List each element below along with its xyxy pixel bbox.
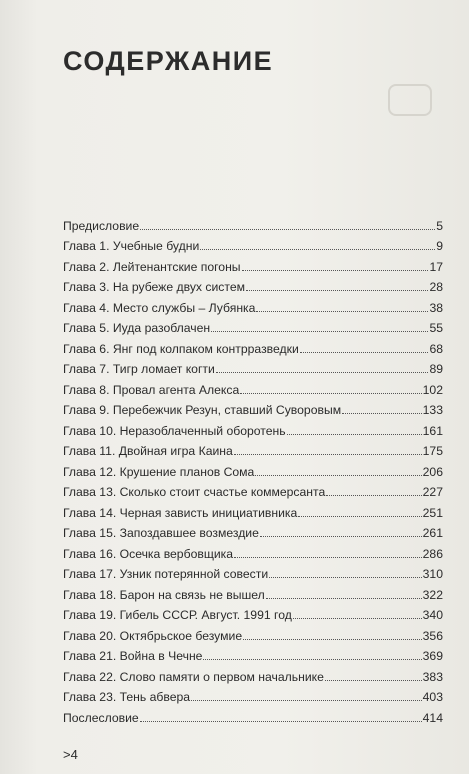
dot-leader (216, 372, 429, 373)
dot-leader (243, 639, 422, 640)
dot-leader (203, 659, 421, 660)
toc-entry (63, 212, 443, 233)
toc-entry-title: Глава 5. Иуда разоблачен (63, 321, 211, 335)
toc-entry-page: 28 (429, 280, 443, 294)
toc-entry (63, 356, 443, 377)
toc-entry-title: Глава 9. Перебежчик Резун, ставший Суворовым (63, 403, 342, 417)
toc-entry (63, 479, 443, 500)
toc-entry-page: 340 (422, 608, 443, 622)
dot-leader (255, 475, 421, 476)
toc-entry-page: 133 (422, 403, 443, 417)
toc-entry-title: Глава 16. Осечка вербовщика (63, 546, 234, 561)
toc-entry-page: 68 (429, 341, 443, 356)
table-of-contents (63, 212, 443, 725)
page-number: >4 (63, 747, 78, 762)
dot-leader (300, 352, 429, 353)
toc-entry (63, 335, 443, 356)
toc-entry (63, 376, 443, 397)
toc-entry-title: Глава 14. Черная зависть инициативника (63, 505, 298, 520)
toc-entry (63, 561, 443, 582)
dot-leader (140, 229, 435, 230)
dot-leader (211, 331, 428, 332)
dot-leader (287, 434, 422, 435)
toc-entry-page: 383 (422, 669, 443, 684)
page-title: СОДЕРЖАНИЕ (63, 46, 274, 76)
toc-entry-page: 55 (429, 321, 443, 335)
dot-leader (298, 516, 421, 517)
dot-leader (269, 577, 422, 578)
toc-entry-title: Глава 2. Лейтенантские погоны (63, 259, 241, 274)
dot-leader (240, 393, 421, 394)
dot-leader (325, 680, 422, 681)
toc-entry-page: 89 (429, 362, 443, 376)
dot-leader (191, 700, 422, 701)
toc-entry-page: 38 (429, 300, 443, 315)
toc-entry-title: Глава 17. Узник потерянной совести (63, 567, 269, 581)
dot-leader (342, 413, 422, 414)
dot-leader (234, 454, 422, 455)
toc-entry (63, 397, 443, 418)
toc-entry-title: Глава 7. Тигр ломает когти (63, 362, 215, 376)
toc-entry-title: Глава 8. Провал агента Алекса (63, 382, 240, 397)
toc-entry-title: Глава 10. Неразоблаченный оборотень (63, 423, 286, 438)
toc-entry-page: 310 (422, 567, 443, 581)
toc-entry (63, 315, 443, 336)
toc-entry-page: 175 (422, 444, 443, 458)
toc-entry-page: 102 (422, 382, 443, 397)
toc-entry-page: 161 (422, 423, 443, 438)
dot-leader (140, 721, 422, 722)
dot-leader (246, 290, 428, 291)
dot-leader (266, 598, 422, 599)
toc-entry (63, 438, 443, 459)
toc-entry (63, 540, 443, 561)
toc-entry-title: Глава 22. Слово памяти о первом начальнике (63, 669, 324, 684)
dot-leader (256, 311, 428, 312)
toc-entry-page: 261 (422, 526, 443, 540)
dot-leader (260, 536, 422, 537)
toc-entry-page: 206 (422, 464, 443, 479)
toc-entry (63, 684, 443, 705)
toc-entry-page: 17 (429, 259, 443, 274)
dot-leader (200, 249, 435, 250)
dot-leader (326, 495, 421, 496)
toc-entry-page: 286 (422, 546, 443, 561)
toc-entry-title: Глава 19. Гибель СССР. Август. 1991 год (63, 608, 292, 622)
toc-entry (63, 274, 443, 295)
toc-entry (63, 499, 443, 520)
toc-entry-title: Глава 18. Барон на связь не вышел (63, 587, 265, 602)
toc-entry-title: Глава 23. Тень абвера (63, 690, 191, 704)
toc-entry-page: 414 (422, 710, 443, 725)
toc-entry-title: Глава 1. Учебные будни (63, 239, 200, 253)
toc-entry (63, 622, 443, 643)
toc-entry (63, 417, 443, 438)
toc-entry-title: Предисловие (63, 218, 140, 233)
toc-entry-title: Глава 15. Запоздавшее возмездие (63, 526, 259, 540)
toc-entry (63, 602, 443, 623)
toc-entry-title: Глава 6. Янг под колпаком контрразведки (63, 341, 299, 356)
toc-entry (63, 233, 443, 254)
toc-entry (63, 581, 443, 602)
toc-entry-title: Глава 12. Крушение планов Сома (63, 464, 255, 479)
toc-entry (63, 458, 443, 479)
dot-leader (293, 618, 422, 619)
toc-entry (63, 520, 443, 541)
toc-entry (63, 294, 443, 315)
toc-entry-page: 251 (422, 505, 443, 520)
toc-entry (63, 253, 443, 274)
toc-entry-page: 9 (436, 239, 443, 253)
toc-entry-title: Глава 13. Сколько стоит счастье коммерсанта (63, 485, 326, 499)
toc-entry-title: Глава 4. Место службы – Лубянка (63, 300, 256, 315)
toc-entry-page: 5 (436, 218, 443, 233)
toc-entry-title: Послесловие (63, 710, 139, 725)
toc-entry-title: Глава 11. Двойная игра Каина (63, 444, 233, 458)
toc-entry-page: 369 (422, 649, 443, 663)
toc-entry-title: Глава 20. Октябрьское безумие (63, 628, 243, 643)
toc-entry-page: 403 (422, 690, 443, 704)
toc-entry-page: 322 (422, 587, 443, 602)
toc-entry (63, 704, 443, 725)
toc-entry-title: Глава 21. Война в Чечне (63, 649, 203, 663)
dot-leader (242, 270, 429, 271)
bleed-through-badge (388, 84, 432, 116)
toc-entry-title: Глава 3. На рубеже двух систем (63, 280, 245, 294)
toc-entry-page: 227 (422, 485, 443, 499)
dot-leader (234, 557, 422, 558)
toc-entry-page: 356 (422, 628, 443, 643)
toc-entry (63, 643, 443, 664)
toc-entry (63, 663, 443, 684)
